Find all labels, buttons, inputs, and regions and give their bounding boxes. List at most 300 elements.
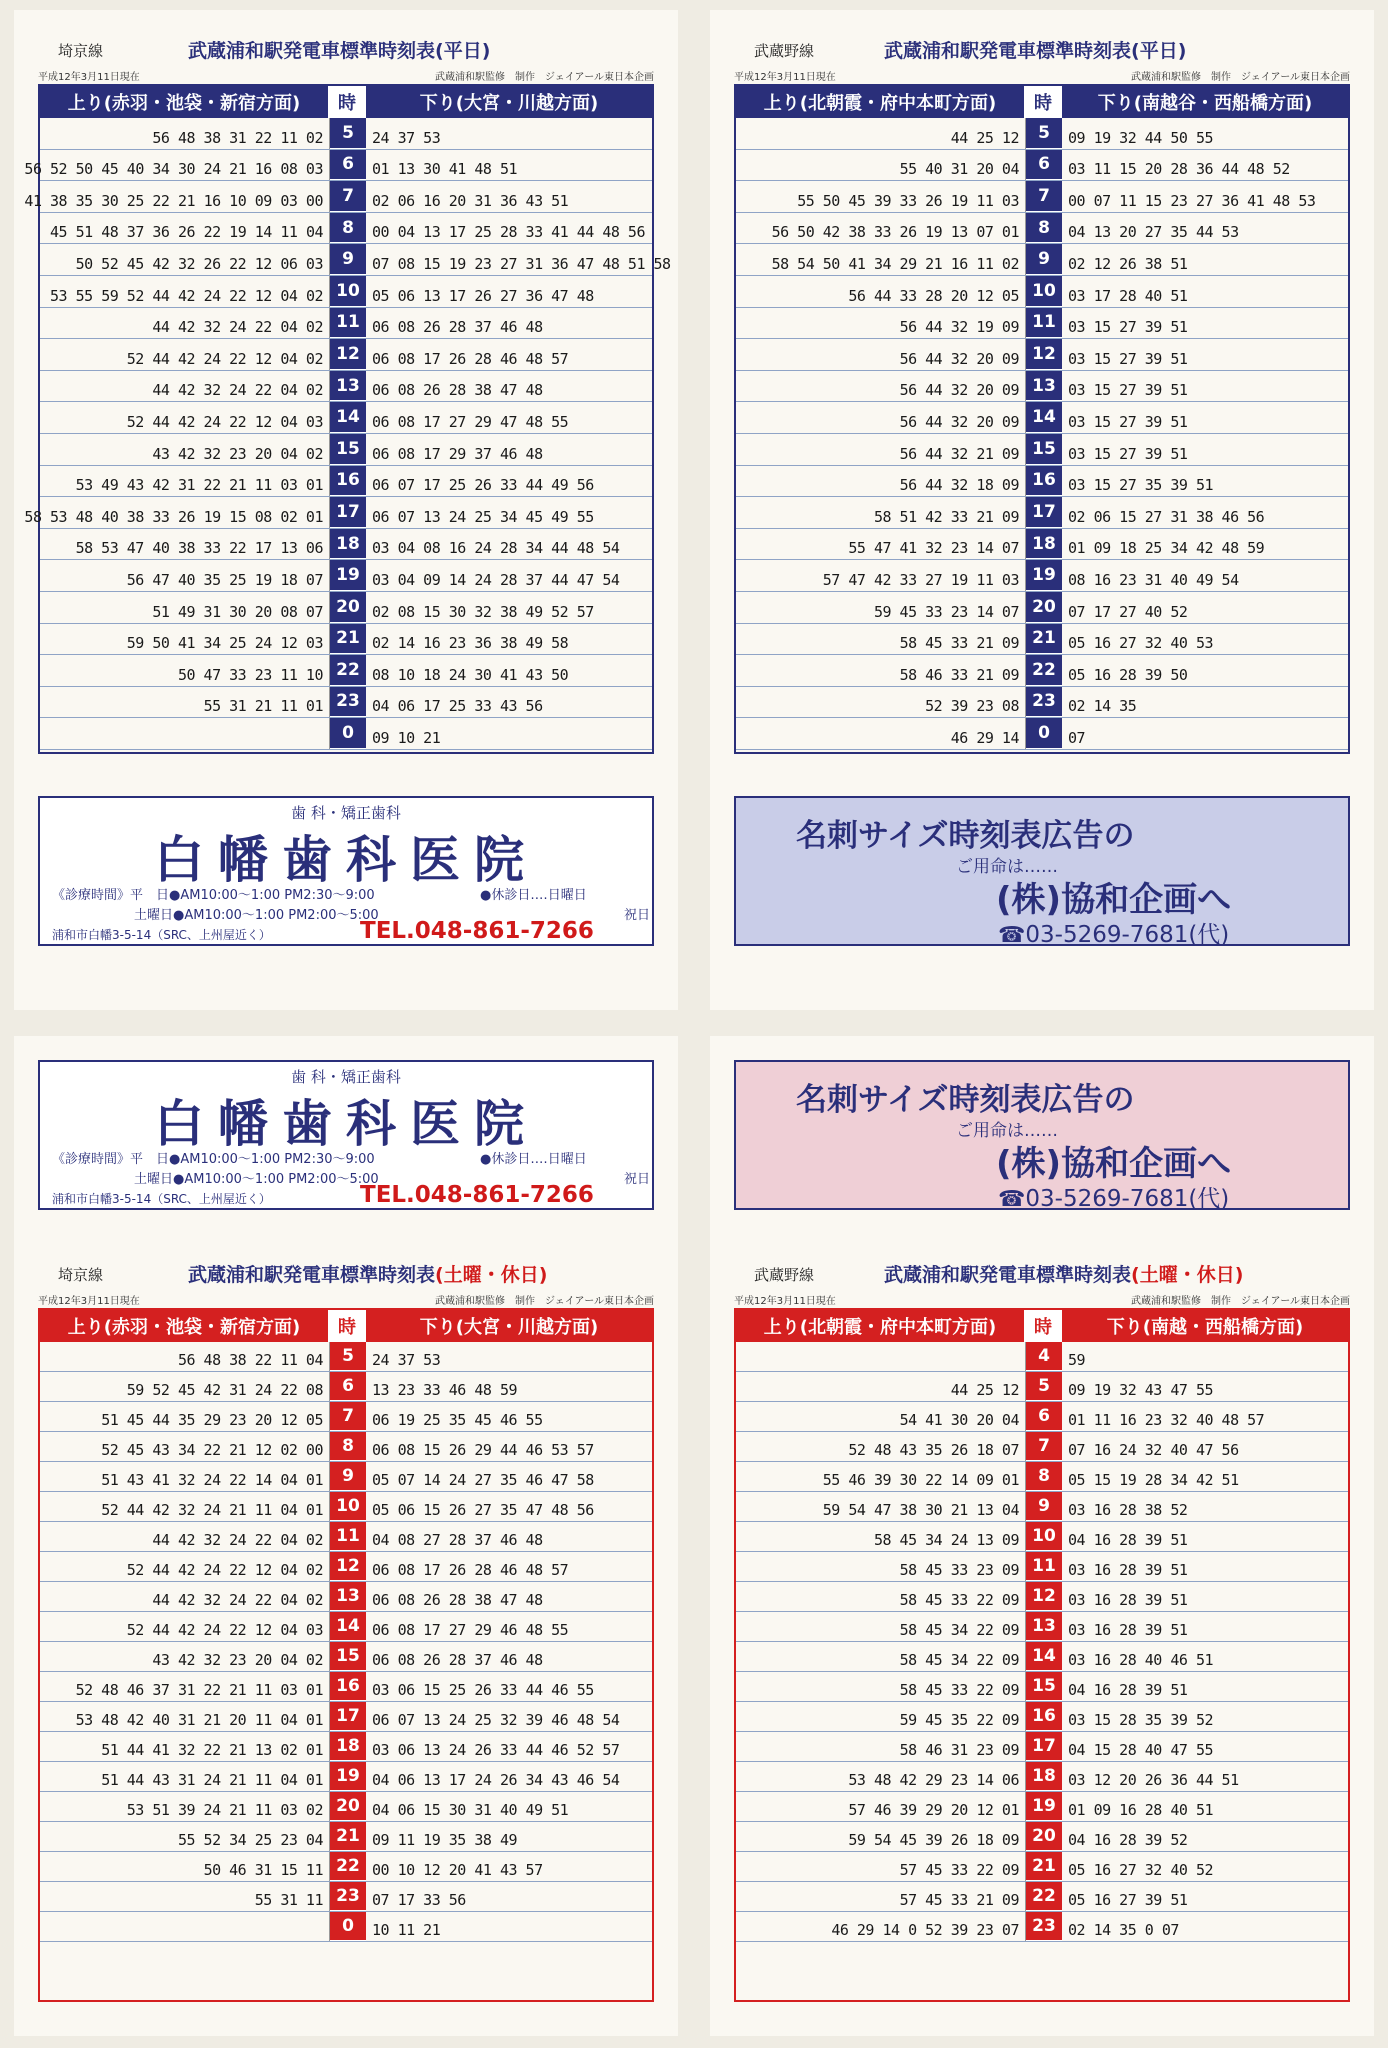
down-minutes: 03 16 28 39 51: [1068, 1591, 1188, 1609]
hour-cell: 4: [1026, 1342, 1062, 1371]
down-minutes: 05 16 27 32 40 53: [1068, 634, 1214, 653]
up-minutes: 52 44 42 32 24 21 11 04 01: [101, 1501, 323, 1519]
hour-cell: 21: [1026, 624, 1062, 655]
clinic-tel: TEL.048-861-7266: [360, 1182, 594, 1208]
hour-row: [40, 1342, 652, 1372]
down-minutes: 04 16 28 39 52: [1068, 1831, 1188, 1849]
down-minutes: 05 06 13 17 26 27 36 47 48: [372, 286, 594, 305]
up-minutes: 59 54 47 38 30 21 13 04: [822, 1501, 1019, 1519]
hour-cell: 14: [330, 402, 366, 433]
timetable-title: 武蔵浦和駅発電車標準時刻表(平日): [884, 40, 1187, 62]
down-minutes: 03 15 27 35 39 51: [1068, 476, 1214, 495]
up-minutes: 55 46 39 30 22 14 09 01: [822, 1471, 1019, 1489]
down-minutes: 05 16 27 32 40 52: [1068, 1861, 1214, 1879]
hour-cell: 14: [1026, 402, 1062, 433]
hour-row: [40, 655, 652, 687]
down-minutes: 02 06 16 20 31 36 43 51: [372, 191, 569, 210]
hour-cell: 14: [1026, 1642, 1062, 1671]
up-minutes: 44 42 32 24 22 04 02: [152, 1531, 323, 1549]
down-minutes: 00 07 11 15 23 27 36 41 48 53: [1068, 191, 1316, 210]
up-minutes: 46 29 14 0 52 39 23 07: [831, 1921, 1019, 1939]
hour-row: [40, 1582, 652, 1612]
up-minutes: 56 44 32 20 09: [899, 412, 1019, 431]
credit: 武蔵浦和駅監修 制作 ジェイアール東日本企画: [1131, 72, 1350, 83]
up-minutes: 58 51 42 33 21 09: [873, 507, 1019, 526]
down-minutes: 07: [1068, 728, 1086, 747]
up-minutes: 44 42 32 24 22 04 02: [152, 318, 323, 337]
hour-row: [736, 466, 1348, 498]
down-minutes: 04 13 20 27 35 44 53: [1068, 223, 1239, 242]
hour-row: [736, 1522, 1348, 1552]
hour-cell: 15: [1026, 1672, 1062, 1701]
down-minutes: 09 19 32 44 50 55: [1068, 128, 1214, 147]
down-minutes: 05 16 28 39 50: [1068, 665, 1188, 684]
down-minutes: 05 16 27 39 51: [1068, 1891, 1188, 1909]
down-minutes: 06 08 17 29 37 46 48: [372, 444, 543, 463]
down-minutes: 03 15 27 39 51: [1068, 381, 1188, 400]
hour-header: 時: [330, 1310, 366, 1342]
down-minutes: 01 11 16 23 32 40 48 57: [1068, 1411, 1265, 1429]
hour-cell: 12: [330, 1552, 366, 1581]
up-minutes: 51 43 41 32 24 22 14 04 01: [101, 1471, 323, 1489]
hour-cell: 23: [1026, 687, 1062, 718]
down-minutes: 06 07 13 24 25 34 45 49 55: [372, 507, 594, 526]
hour-row: [40, 1732, 652, 1762]
up-minutes: 57 46 39 29 20 12 01: [848, 1801, 1019, 1819]
hour-row: [40, 339, 652, 371]
down-minutes: 03 16 28 39 51: [1068, 1621, 1188, 1639]
up-minutes: 58 54 50 41 34 29 21 16 11 02: [771, 254, 1019, 273]
hour-row: [736, 1702, 1348, 1732]
down-minutes: 05 15 19 28 34 42 51: [1068, 1471, 1239, 1489]
hour-row: [40, 118, 652, 150]
credit: 武蔵浦和駅監修 制作 ジェイアール東日本企画: [435, 1296, 654, 1307]
up-minutes: 51 49 31 30 20 08 07: [152, 602, 323, 621]
up-minutes: 56 47 40 35 25 19 18 07: [126, 570, 323, 589]
up-minutes: 58 45 33 22 09: [899, 1681, 1019, 1699]
hour-cell: 6: [330, 1372, 366, 1401]
up-direction-header: 上り(北朝霞・府中本町方面): [736, 86, 1026, 118]
hour-row: [736, 687, 1348, 719]
up-minutes: 50 47 33 23 11 10: [177, 665, 323, 684]
down-minutes: 03 15 27 39 51: [1068, 444, 1188, 463]
hour-row: [736, 592, 1348, 624]
hour-cell: 5: [330, 1342, 366, 1371]
hour-row: [40, 308, 652, 340]
hour-row: [736, 624, 1348, 656]
up-minutes: 43 42 32 23 20 04 02: [152, 1651, 323, 1669]
down-minutes: 03 16 28 39 51: [1068, 1561, 1188, 1579]
hour-cell: 5: [1026, 1372, 1062, 1401]
timetable-title: 武蔵浦和駅発電車標準時刻表(平日): [188, 40, 491, 62]
hour-cell: 21: [330, 1822, 366, 1851]
hour-row: [40, 1522, 652, 1552]
hour-row: [736, 402, 1348, 434]
up-minutes: 59 45 35 22 09: [899, 1711, 1019, 1729]
hour-cell: 8: [1026, 213, 1062, 244]
up-minutes: 55 40 31 20 04: [899, 160, 1019, 179]
hour-cell: 11: [330, 1522, 366, 1551]
up-minutes: 54 41 30 20 04: [899, 1411, 1019, 1429]
hour-row: [736, 213, 1348, 245]
down-minutes: 04 08 27 28 37 46 48: [372, 1531, 543, 1549]
down-minutes: 04 06 13 17 24 26 34 43 46 54: [372, 1771, 620, 1789]
hour-cell: 17: [330, 497, 366, 528]
clinic-tel: TEL.048-861-7266: [360, 918, 594, 944]
hour-cell: 12: [1026, 339, 1062, 370]
up-minutes: 58 45 34 24 13 09: [873, 1531, 1019, 1549]
schedule-table: [24, 84, 671, 754]
down-minutes: 10 11 21: [372, 1921, 441, 1939]
hour-row: [736, 308, 1348, 340]
hour-row: [736, 1642, 1348, 1672]
hour-cell: 22: [330, 655, 366, 686]
hour-row: [40, 1612, 652, 1642]
up-minutes: 52 44 42 24 22 12 04 02: [126, 349, 323, 368]
hour-row: [736, 1762, 1348, 1792]
down-minutes: 07 17 27 40 52: [1068, 602, 1188, 621]
weekend-musashino-panel: [710, 1036, 1374, 2036]
hour-row: [40, 1462, 652, 1492]
hour-cell: 23: [330, 687, 366, 718]
down-minutes: 00 04 13 17 25 28 33 41 44 48 56: [372, 223, 645, 242]
hour-row: [736, 560, 1348, 592]
hour-row: [736, 276, 1348, 308]
phone-icon: ☎: [998, 1187, 1026, 1212]
hour-cell: 10: [330, 276, 366, 307]
hour-row: [24, 150, 652, 182]
schedule-table: [38, 1308, 654, 2002]
hour-row: [40, 434, 652, 466]
up-minutes: 58 45 34 22 09: [899, 1621, 1019, 1639]
hour-cell: 19: [1026, 560, 1062, 591]
down-minutes: 09 11 19 35 38 49: [372, 1831, 518, 1849]
hour-cell: 7: [330, 181, 366, 212]
hour-cell: 22: [1026, 655, 1062, 686]
hour-cell: 8: [330, 213, 366, 244]
hour-header: 時: [1026, 86, 1062, 118]
down-minutes: 06 19 25 35 45 46 55: [372, 1411, 543, 1429]
down-minutes: 03 12 20 26 36 44 51: [1068, 1771, 1239, 1789]
schedule-table: [734, 84, 1350, 754]
hour-row: [736, 1822, 1348, 1852]
hour-cell: 8: [1026, 1462, 1062, 1491]
down-direction-header: 下り(大宮・川越方面): [419, 1317, 599, 1338]
up-minutes: 44 25 12: [950, 128, 1019, 147]
down-minutes: 03 15 27 39 51: [1068, 349, 1188, 368]
up-minutes: 51 44 41 32 22 21 13 02 01: [101, 1741, 323, 1759]
hour-cell: 13: [1026, 371, 1062, 402]
up-minutes: 43 42 32 23 20 04 02: [152, 444, 323, 463]
hour-row: [40, 1762, 652, 1792]
up-minutes: 53 48 42 29 23 14 06: [848, 1771, 1019, 1789]
hour-cell: 23: [330, 1882, 366, 1911]
hour-cell: 10: [330, 1492, 366, 1521]
hour-cell: 21: [1026, 1852, 1062, 1881]
up-minutes: 52 45 43 34 22 21 12 02 00: [101, 1441, 323, 1459]
company-name: (株)協和企画へ: [996, 1144, 1232, 1184]
up-minutes: 58 53 48 40 38 33 26 19 15 08 02 01: [24, 507, 323, 526]
up-minutes: 56 44 33 28 20 12 05: [848, 286, 1019, 305]
hour-row: [40, 1882, 652, 1912]
up-minutes: 51 45 44 35 29 23 20 12 05: [101, 1411, 323, 1429]
credit: 武蔵浦和駅監修 制作 ジェイアール東日本企画: [435, 72, 654, 83]
hour-cell: 11: [1026, 308, 1062, 339]
hour-row: [736, 244, 1348, 276]
credit: 武蔵浦和駅監修 制作 ジェイアール東日本企画: [1131, 1296, 1350, 1307]
hour-row: [736, 718, 1348, 750]
as-of-date: 平成12年3月11日現在: [38, 72, 140, 83]
up-minutes: 44 25 12: [950, 1381, 1019, 1399]
down-minutes: 06 08 26 28 38 47 48: [372, 1591, 543, 1609]
line-name: 武蔵野線: [754, 1266, 815, 1284]
hour-header: 時: [1026, 1310, 1062, 1342]
as-of-date: 平成12年3月11日現在: [734, 72, 836, 83]
hour-row: [40, 1792, 652, 1822]
down-minutes: 03 17 28 40 51: [1068, 286, 1188, 305]
company-phone: 03-5269-7681(代): [1025, 922, 1230, 948]
hour-cell: 20: [1026, 1822, 1062, 1851]
up-minutes: 59 52 45 42 31 24 22 08: [126, 1381, 323, 1399]
hour-row: [736, 1882, 1348, 1912]
line-name: 武蔵野線: [754, 42, 815, 60]
hour-row: [736, 655, 1348, 687]
up-minutes: 46 29 14: [950, 728, 1019, 747]
up-minutes: 53 51 39 24 21 11 03 02: [126, 1801, 323, 1819]
down-minutes: 06 07 13 24 25 32 39 46 48 54: [372, 1711, 620, 1729]
down-minutes: 04 15 28 40 47 55: [1068, 1741, 1214, 1759]
hour-cell: 19: [1026, 1792, 1062, 1821]
hour-row: [40, 1702, 652, 1732]
up-minutes: 58 45 33 21 09: [899, 634, 1019, 653]
up-minutes: 58 45 33 23 09: [899, 1561, 1019, 1579]
down-minutes: 01 13 30 41 48 51: [372, 160, 518, 179]
hour-cell: 20: [1026, 592, 1062, 623]
up-minutes: 53 49 43 42 31 22 21 11 03 01: [75, 476, 323, 495]
up-minutes: 59 54 45 39 26 18 09: [848, 1831, 1019, 1849]
down-minutes: 02 12 26 38 51: [1068, 254, 1188, 273]
hour-cell: 12: [330, 339, 366, 370]
down-minutes: 08 16 23 31 40 49 54: [1068, 570, 1239, 589]
hour-cell: 11: [330, 308, 366, 339]
hour-row: [736, 1732, 1348, 1762]
dentist-ad: 歯 科・矯正歯科 白幡歯科医院 《診療時間》平 日●AM10:00〜1:00 PM2:30〜9:00 土曜日●AM10:00〜1:00 PM2:00〜5:00 ●休診日‥‥日曜日 祝日 浦和市白幡3-5-14（SRC、上州屋近く） TEL.048-861-7266: [38, 796, 654, 946]
up-minutes: 55 31 11: [254, 1891, 323, 1909]
hour-row: [40, 402, 652, 434]
hour-row: [736, 1462, 1348, 1492]
as-of-date: 平成12年3月11日現在: [38, 1296, 140, 1307]
hour-row: [736, 371, 1348, 403]
up-minutes: 56 44 32 21 09: [899, 444, 1019, 463]
hour-cell: 18: [330, 1732, 366, 1761]
hour-cell: 15: [1026, 434, 1062, 465]
hour-row: [40, 1672, 652, 1702]
down-minutes: 06 08 17 27 29 47 48 55: [372, 412, 569, 431]
up-minutes: 58 45 33 22 09: [899, 1591, 1019, 1609]
hour-cell: 23: [1026, 1912, 1062, 1941]
up-minutes: 56 44 32 19 09: [899, 318, 1019, 337]
up-minutes: 59 45 33 23 14 07: [873, 602, 1019, 621]
up-direction-header: 上り(赤羽・池袋・新宿方面): [40, 86, 330, 118]
up-minutes: 52 44 42 24 22 12 04 03: [126, 412, 323, 431]
up-minutes: 58 53 47 40 38 33 22 17 13 06: [75, 539, 323, 558]
phone-icon: ☎: [998, 923, 1026, 948]
hour-row: [736, 1582, 1348, 1612]
down-minutes: 06 08 26 28 37 46 48: [372, 318, 543, 337]
hour-row: [40, 1372, 652, 1402]
hour-cell: 19: [330, 560, 366, 591]
weekday-musashino-panel: [710, 10, 1374, 1010]
hour-cell: 11: [1026, 1552, 1062, 1581]
hour-cell: 16: [1026, 466, 1062, 497]
up-minutes: 58 45 34 22 09: [899, 1651, 1019, 1669]
up-direction-header: 上り(北朝霞・府中本町方面): [736, 1310, 1026, 1342]
hour-row: [40, 1822, 652, 1852]
down-minutes: 03 04 09 14 24 28 37 44 47 54: [372, 570, 620, 589]
as-of-date: 平成12年3月11日現在: [734, 1296, 836, 1307]
line-name: 埼京線: [58, 1266, 104, 1284]
up-minutes: 52 48 46 37 31 22 21 11 03 01: [75, 1681, 323, 1699]
down-minutes: 24 37 53: [372, 1351, 441, 1369]
up-minutes: 52 48 43 35 26 18 07: [848, 1441, 1019, 1459]
down-direction-header: 下り(大宮・川越方面): [419, 93, 599, 114]
up-minutes: 44 42 32 24 22 04 02: [152, 1591, 323, 1609]
hour-row: [40, 1552, 652, 1582]
hour-row: [40, 213, 652, 245]
down-minutes: 01 09 16 28 40 51: [1068, 1801, 1214, 1819]
down-minutes: 06 08 17 26 28 46 48 57: [372, 1561, 569, 1579]
down-minutes: 04 16 28 39 51: [1068, 1681, 1188, 1699]
timetable: [734, 1254, 1350, 2002]
down-minutes: 06 08 17 27 29 46 48 55: [372, 1621, 569, 1639]
hour-cell: 8: [330, 1432, 366, 1461]
hour-row: [736, 1612, 1348, 1642]
clinic-address: 浦和市白幡3-5-14（SRC、上州屋近く）: [52, 928, 271, 942]
hour-cell: 17: [330, 1702, 366, 1731]
down-minutes: 03 15 27 39 51: [1068, 412, 1188, 431]
company-name: (株)協和企画へ: [996, 880, 1232, 920]
hour-row: [40, 560, 652, 592]
hour-cell: 15: [330, 1642, 366, 1671]
up-minutes: 56 48 38 31 22 11 02: [152, 128, 323, 147]
down-minutes: 06 08 26 28 38 47 48: [372, 381, 543, 400]
hour-cell: 22: [1026, 1882, 1062, 1911]
hour-cell: 9: [330, 244, 366, 275]
timetable-title: 武蔵浦和駅発電車標準時刻表(土曜・休日): [884, 1264, 1244, 1286]
timetable: [24, 30, 671, 754]
dentist-ad: 歯 科・矯正歯科 白幡歯科医院 《診療時間》平 日●AM10:00〜1:00 PM2:30〜9:00 土曜日●AM10:00〜1:00 PM2:00〜5:00 ●休診日‥‥日曜日 祝日 浦和市白幡3-5-14（SRC、上州屋近く） TEL.048-861-7266: [38, 1060, 654, 1210]
up-minutes: 56 44 32 20 09: [899, 381, 1019, 400]
down-minutes: 04 16 28 39 51: [1068, 1531, 1188, 1549]
up-minutes: 58 46 31 23 09: [899, 1741, 1019, 1759]
down-minutes: 02 14 35: [1068, 697, 1137, 716]
down-minutes: 00 10 12 20 41 43 57: [372, 1861, 543, 1879]
hour-row: [736, 1372, 1348, 1402]
hour-cell: 13: [1026, 1612, 1062, 1641]
hour-cell: 0: [1026, 718, 1062, 749]
hour-row: [736, 118, 1348, 150]
hour-row: [40, 624, 652, 656]
down-minutes: 03 11 15 20 28 36 44 48 52: [1068, 160, 1290, 179]
down-minutes: 03 04 08 16 24 28 34 44 48 54: [372, 539, 620, 558]
hour-cell: 14: [330, 1612, 366, 1641]
hour-cell: 10: [1026, 1522, 1062, 1551]
up-minutes: 53 55 59 52 44 42 24 22 12 04 02: [50, 286, 323, 305]
timetable-title: 武蔵浦和駅発電車標準時刻表(土曜・休日): [188, 1264, 548, 1286]
hour-row: [40, 1432, 652, 1462]
down-minutes: 02 06 15 27 31 38 46 56: [1068, 507, 1265, 526]
hour-cell: 22: [330, 1852, 366, 1881]
hour-cell: 12: [1026, 1582, 1062, 1611]
hour-row: [40, 1852, 652, 1882]
up-minutes: 58 46 33 21 09: [899, 665, 1019, 684]
down-minutes: 05 06 15 26 27 35 47 48 56: [372, 1501, 594, 1519]
up-minutes: 56 44 32 20 09: [899, 349, 1019, 368]
hour-row: [40, 718, 652, 750]
hour-cell: 6: [330, 150, 366, 181]
hour-row: [736, 150, 1348, 182]
hour-cell: 21: [330, 624, 366, 655]
hour-row: [736, 1492, 1348, 1522]
timetable: [734, 30, 1350, 754]
hour-cell: 20: [330, 592, 366, 623]
clinic-address: 浦和市白幡3-5-14（SRC、上州屋近く）: [52, 1192, 271, 1206]
hour-cell: 18: [1026, 1762, 1062, 1791]
up-minutes: 56 44 32 18 09: [899, 476, 1019, 495]
down-minutes: 09 19 32 43 47 55: [1068, 1381, 1214, 1399]
hour-cell: 13: [330, 1582, 366, 1611]
down-minutes: 06 08 15 26 29 44 46 53 57: [372, 1441, 594, 1459]
down-minutes: 24 37 53: [372, 128, 441, 147]
hour-cell: 18: [330, 529, 366, 560]
down-minutes: 05 07 14 24 27 35 46 47 58: [372, 1471, 594, 1489]
kyowa-ad: 名刺サイズ時刻表広告の ご用命は…… (株)協和企画へ ☎03-5269-7681(代): [734, 796, 1350, 946]
up-minutes: 56 50 42 38 33 26 19 13 07 01: [771, 223, 1019, 242]
up-minutes: 59 50 41 34 25 24 12 03: [126, 634, 323, 653]
up-minutes: 50 52 45 42 32 26 22 12 06 03: [75, 254, 323, 273]
hour-cell: 17: [1026, 1732, 1062, 1761]
hour-cell: 0: [330, 718, 366, 749]
up-minutes: 45 51 48 37 36 26 22 19 14 11 04: [50, 223, 323, 242]
up-minutes: 56 48 38 22 11 04: [177, 1351, 323, 1369]
down-minutes: 07 08 15 19 23 27 31 36 47 48 51 58: [372, 254, 671, 273]
hour-row: [736, 181, 1348, 213]
down-minutes: 06 08 26 28 37 46 48: [372, 1651, 543, 1669]
hour-header: 時: [330, 86, 366, 118]
down-minutes: 02 14 35 0 07: [1068, 1921, 1179, 1939]
hour-cell: 13: [330, 371, 366, 402]
hour-row: [736, 339, 1348, 371]
hour-cell: 10: [1026, 276, 1062, 307]
hour-row: [736, 1432, 1348, 1462]
hour-row: [736, 434, 1348, 466]
down-minutes: 02 14 16 23 36 38 49 58: [372, 634, 569, 653]
down-minutes: 01 09 18 25 34 42 48 59: [1068, 539, 1265, 558]
down-minutes: 04 06 15 30 31 40 49 51: [372, 1801, 569, 1819]
up-minutes: 41 38 35 30 25 22 21 16 10 09 03 00: [24, 191, 323, 210]
hour-row: [40, 1642, 652, 1672]
hour-row: [40, 276, 652, 308]
hour-row: [736, 497, 1348, 529]
up-minutes: 51 44 43 31 24 21 11 04 01: [101, 1771, 323, 1789]
weekday-saikyo-panel: [14, 10, 678, 1010]
up-minutes: 55 47 41 32 23 14 07: [848, 539, 1019, 558]
hour-cell: 16: [1026, 1702, 1062, 1731]
up-minutes: 57 45 33 21 09: [899, 1891, 1019, 1909]
hour-cell: 16: [330, 1672, 366, 1701]
hour-row: [40, 1402, 652, 1432]
hour-cell: 7: [330, 1402, 366, 1431]
